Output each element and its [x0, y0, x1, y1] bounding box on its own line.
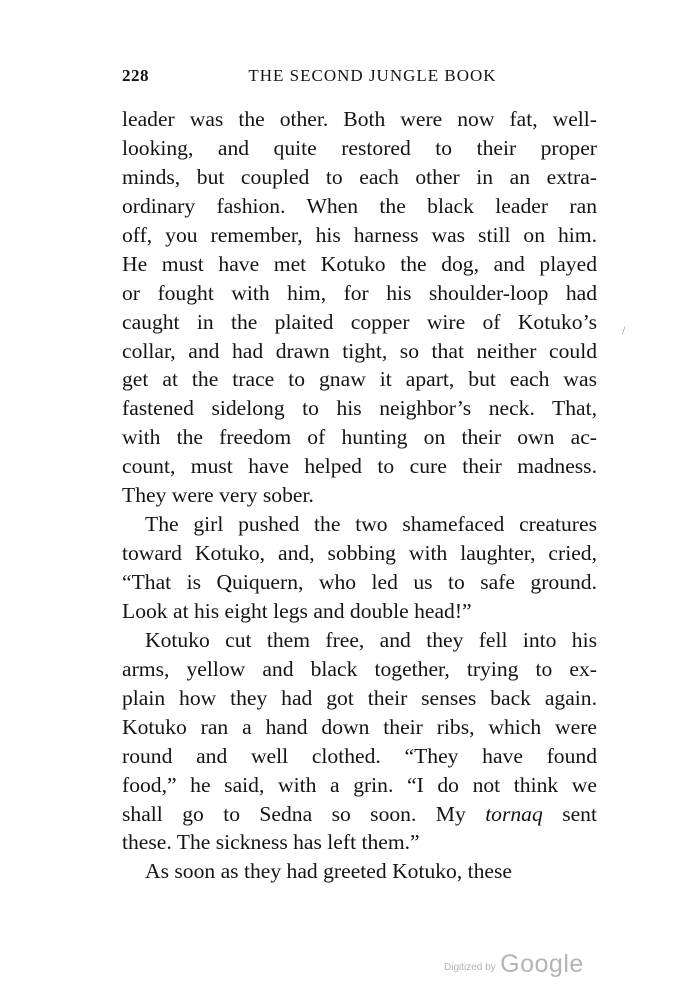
- running-title: THE SECOND JUNGLE BOOK: [248, 66, 497, 85]
- text-segment: shall go to Sedna so soon. My: [122, 801, 466, 826]
- page-number: 228: [122, 66, 149, 85]
- text-line: off, you remember, his harness was still on him.: [122, 222, 597, 247]
- text-line: or fought with him, for his shoulder-loop had: [122, 280, 597, 305]
- running-head: [122, 66, 597, 90]
- text-line: arms, yellow and black together, trying to ex-: [122, 656, 597, 681]
- text-line: get at the trace to gnaw it apart, but each was: [122, 367, 597, 392]
- paragraph-start-line: As soon as they had greeted Kotuko, these: [145, 859, 513, 884]
- text-line: minds, but coupled to each other in an extra-: [122, 164, 597, 189]
- text-line: He must have met Kotuko the dog, and played: [122, 251, 597, 276]
- text-line: plain how they had got their senses back again.: [122, 685, 597, 710]
- text-line: Look at his eight legs and double head!”: [122, 598, 472, 623]
- text-line: round and well clothed. “They have found: [122, 743, 597, 768]
- text-line: food,” he said, with a grin. “I do not think we: [122, 772, 597, 797]
- text-line: looking, and quite restored to their proper: [122, 135, 597, 160]
- paragraph-start-line: Kotuko cut them free, and they fell into his: [145, 627, 597, 652]
- body-text: [122, 105, 597, 886]
- digitized-watermark: [444, 950, 584, 979]
- text-line-with-italic: [122, 800, 597, 829]
- text-line: with the freedom of hunting on their own ac-: [122, 425, 597, 450]
- text-line: count, must have helped to cure their madness.: [122, 454, 597, 479]
- watermark-brand: Google: [500, 950, 584, 978]
- text-line: caught in the plaited copper wire of Kotuko’s: [122, 309, 597, 334]
- paragraph-start-line: The girl pushed the two shamefaced creatures: [145, 512, 597, 537]
- text-line: Kotuko ran a hand down their ribs, which were: [122, 714, 597, 739]
- text-line: fastened sidelong to his neighbor’s neck. That,: [122, 396, 597, 421]
- watermark-prefix: Digitized by: [444, 962, 496, 973]
- text-line: leader was the other. Both were now fat, well-: [122, 107, 597, 131]
- text-line: They were very sober.: [122, 483, 314, 508]
- text-line: ordinary fashion. When the black leader ran: [122, 193, 597, 218]
- text-line: these. The sickness has left them.”: [122, 830, 420, 855]
- text-line: toward Kotuko, and, sobbing with laughter, cried,: [122, 541, 597, 566]
- text-line: “That is Quiquern, who led us to safe ground.: [122, 570, 597, 594]
- text-segment: sent: [562, 801, 597, 826]
- italic-word: tornaq: [485, 801, 543, 826]
- margin-mark: /: [622, 323, 626, 337]
- text-line: collar, and had drawn tight, so that neither could: [122, 338, 597, 363]
